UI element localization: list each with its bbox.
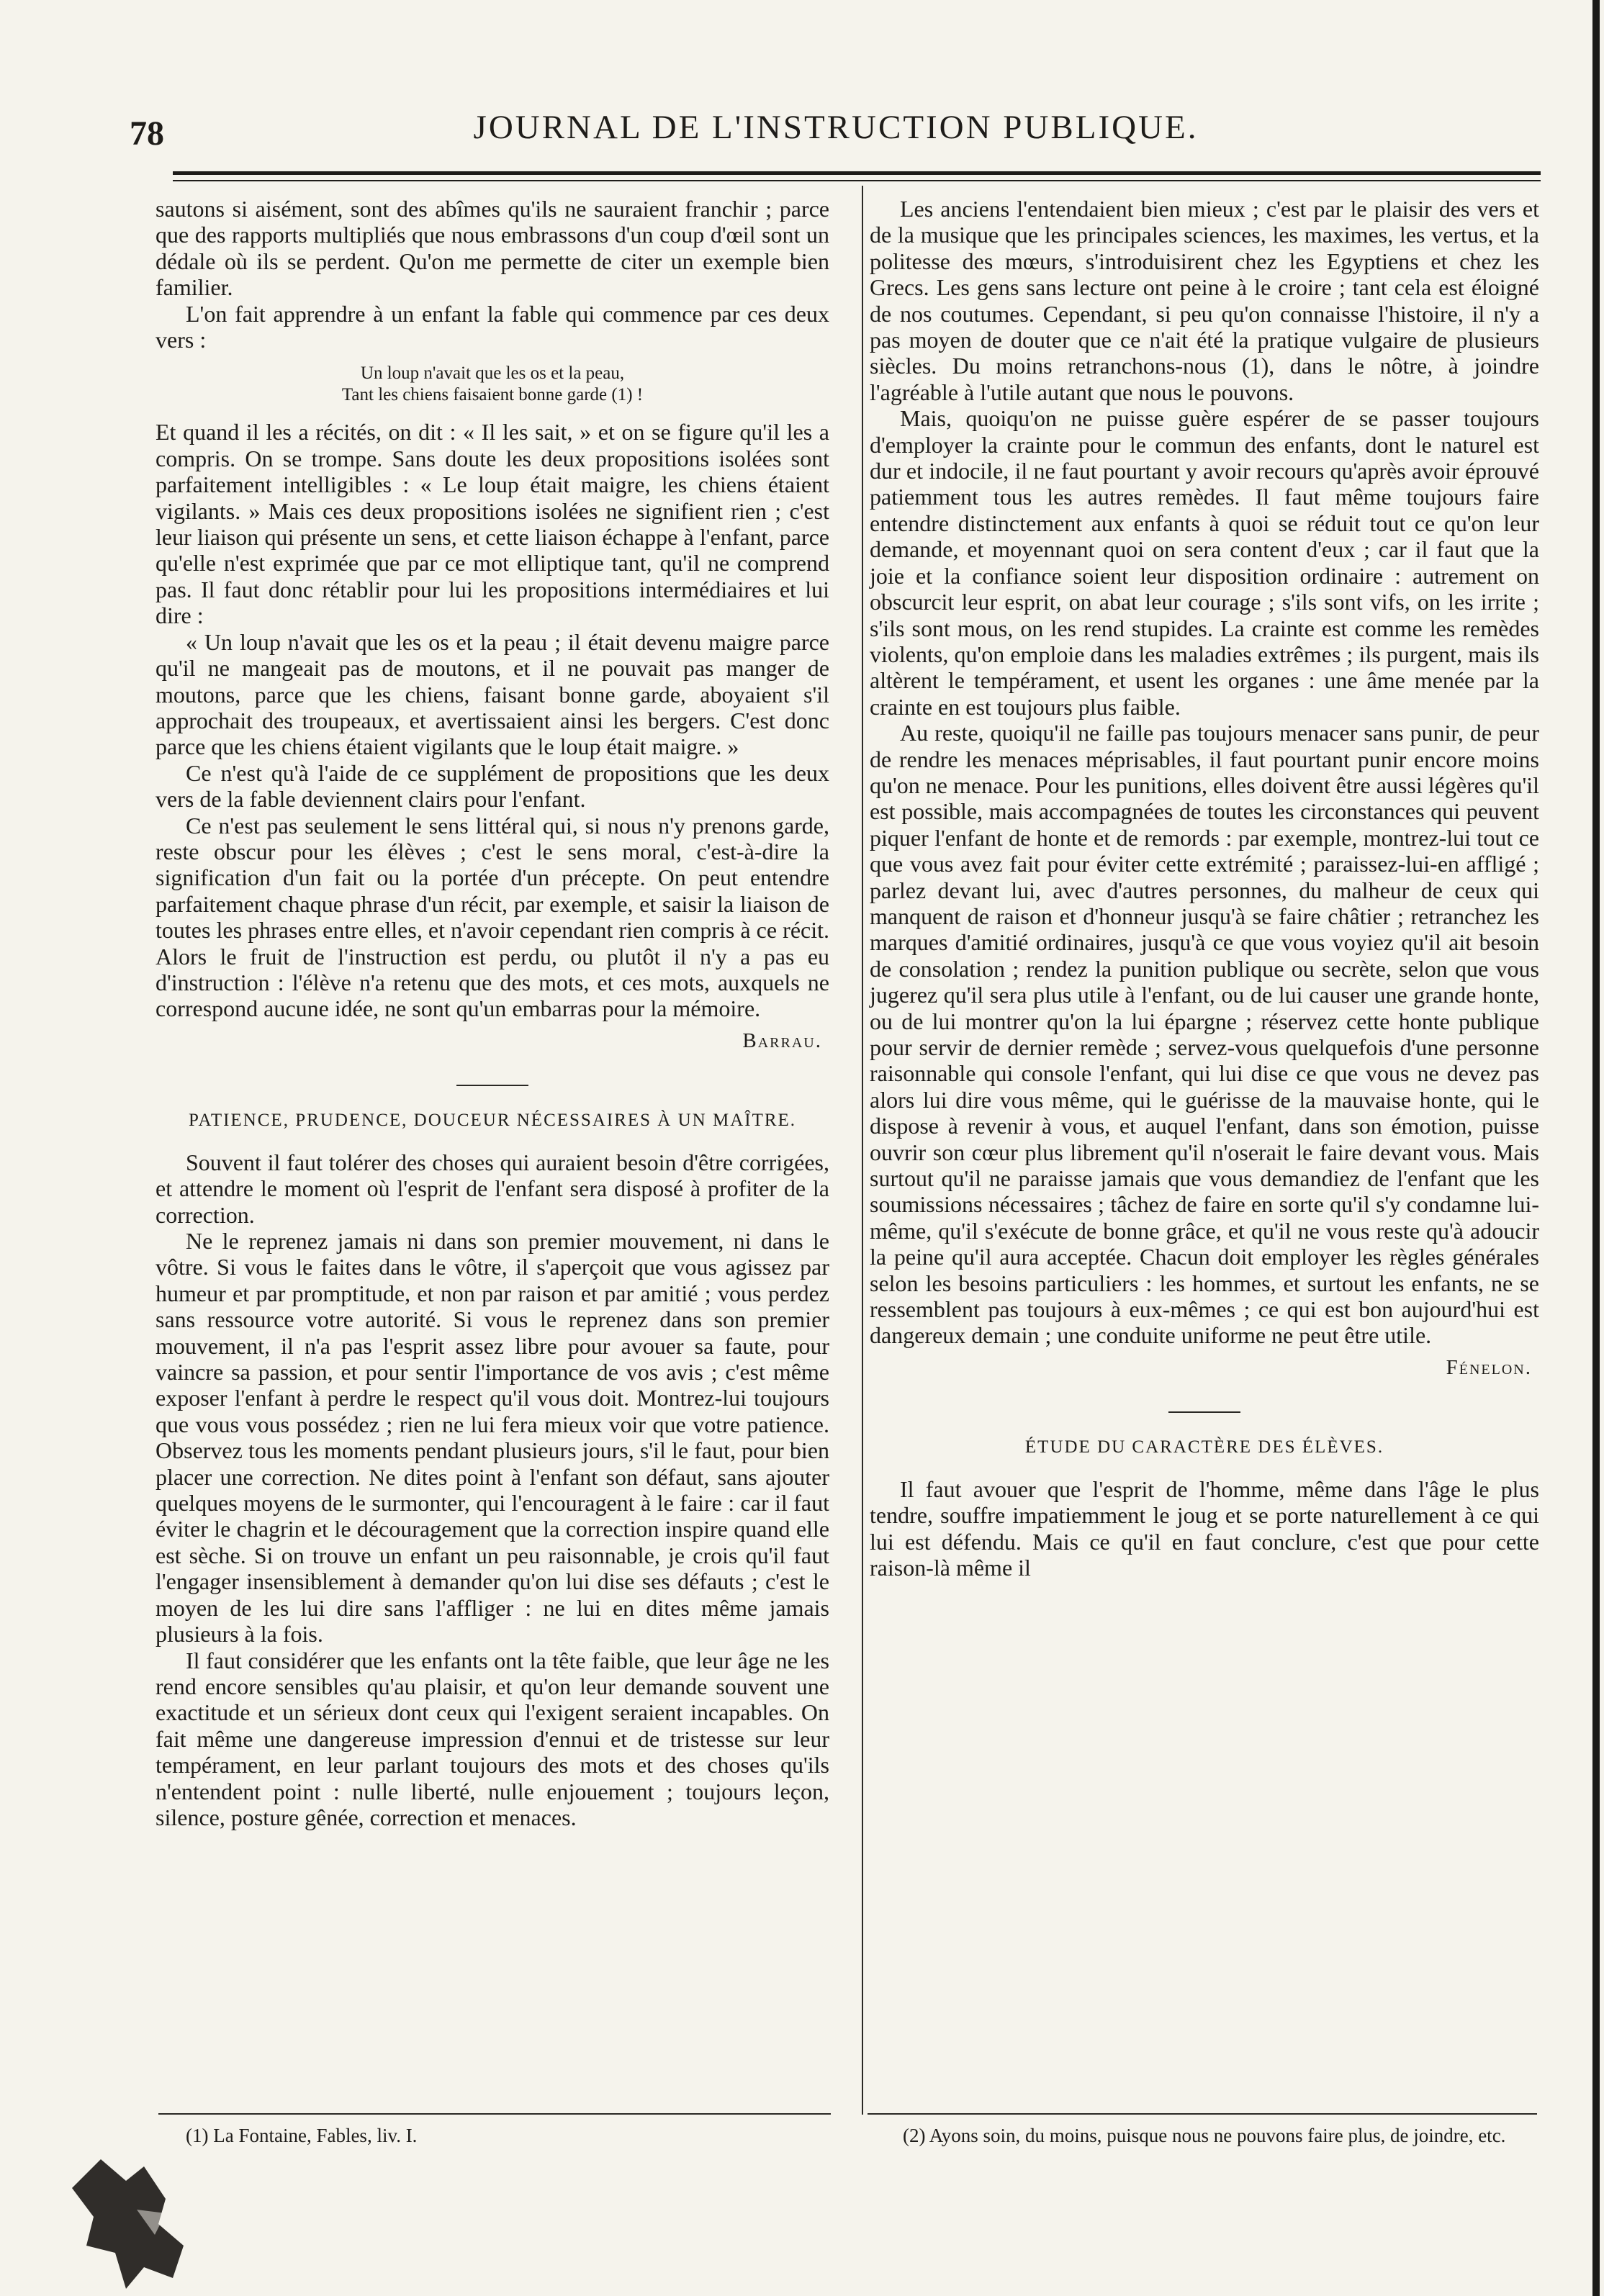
barrau-paragraph-1: sautons si aisément, sont des abîmes qu'ils ne sauraient franchir ; parce que des rapports multipliés que nous embrassons d'un coup d'œil sont un dédale où ils se perdent. Qu'on me permette de citer un exemple bien familier. (156, 196, 829, 301)
footnote-rule-right (868, 2113, 1537, 2115)
barrau-paragraph-3: Et quand il les a récités, on dit : « Il les sait, » et on se figure qu'il les a compris. On se trompe. Sans doute les deux propositions isolées sont parfaitement intelligibles : « Le loup était maigre, les chiens étaient vigilants. » Mais ces deux propositions isolées ne signifient rien ; c'est leur liaison qui présente un sens, et cette liaison échappe à l'enfant, parce qu'elle n'est exprimée que par ce mot elliptique tant, qu'il ne comprend pas. Il faut donc rétablir pour lui les propositions intermédiaires et lui dire : (156, 419, 829, 629)
left-column (156, 196, 829, 1830)
journal-title: JOURNAL DE L'INSTRUCTION PUBLIQUE. (473, 109, 1199, 146)
header-rule-thin (173, 180, 1541, 181)
etude-article-title: ÉTUDE DU CARACTÈRE DES ÉLÈVES. (1024, 1437, 1384, 1457)
fable-line-1: Un loup n'avait que les os et la peau, (360, 363, 625, 384)
fable-quote (156, 363, 829, 406)
footnote-left: (1) La Fontaine, Fables, liv. I. (186, 2125, 418, 2146)
barrau-paragraph-5: Ce n'est qu'à l'aide de ce supplément de propositions que les deux vers de la fable deviennent clairs pour l'enfant. (156, 759, 829, 813)
header-rule-thick (173, 171, 1541, 175)
fenelon-signature: Fénelon. (1446, 1355, 1532, 1379)
footnote-right: (2) Ayons soin, du moins, puisque nous ne pouvons faire plus, de joindre, etc. (903, 2125, 1506, 2146)
page-number: 78 (130, 114, 164, 153)
barrau-paragraph-4: « Un loup n'avait que les os et la peau ; il était devenu maigre parce qu'il ne mangeait pas de moutons, et il ne pouvait pas manger de moutons, parce que les chiens, faisant bonne garde, aboyaient s'il approchait des troupeaux, et avertissaient ainsi les bergers. C'est donc parce que les chiens étaient vigilants que le loup était maigre. » (156, 628, 829, 760)
ink-stain-mark (58, 2145, 223, 2296)
patience-paragraph-6: Au reste, quoiqu'il ne faille pas toujours menacer sans punir, de peur de rendre les menaces méprisables, il faut pourtant punir encore moins qu'on ne menace. Pour les punitions, elles doivent être aussi légères qu'il est possible, mais accompagnées de toutes les circonstances qui peuvent piquer l'enfant de honte et de remords : par exemple, montrez-lui tout ce que vous avez fait pour éviter cette extrémité ; paraissez-lui-en affligé ; parlez devant lui, avec d'autres personnes, du malheur de ceux qui manquent de raison et d'honneur jusqu'à se faire châtier ; retranchez les marques d'amitié ordinaires, jusqu'à ce que vous voyiez qu'il ait besoin de consolation ; rendez la punition publique ou secrète, selon que vous jugerez qu'il sera plus utile à l'enfant, ou de lui causer une grande honte, ou de lui montrer qu'on la lui épargne ; réservez cette honte publique pour servir de dernier remède ; servez-vous quelquefois d'une personne raisonnable qui console l'enfant, qui lui dise ce que vous ne devez pas alors lui dire vous même, qui le guérisse de la mauvaise honte, qui le dispose à revenir à vous, et auquel l'enfant, dans son émotion, puisse ouvrir son cœur plus librement qu'il n'oserait le faire devant vous. Mais surtout qu'il ne paraisse jamais que vous demandiez de l'enfant que les soumissions nécessaires ; tâchez de faire en sorte qu'il s'y condamne lui-même, qu'il s'exécute de bonne grâce, et qu'il ne vous reste qu'à adoucir la peine qu'il aura acceptée. Chacun doit employer les règles générales selon les besoins particuliers : les hommes, et surtout les enfants, ne se ressemblent pas toujours à eux-mêmes ; ce qui est bon aujourd'hui est dangereux demain ; une conduite uniforme ne peut être utile. (870, 720, 1539, 1349)
fable-line-2: Tant les chiens faisaient bonne garde (1) ! (341, 385, 644, 405)
right-column (870, 196, 1539, 1581)
article-separator (456, 1085, 528, 1086)
etude-paragraph-1: Il faut avouer que l'esprit de l'homme, même dans l'âge le plus tendre, souffre impatiemment le joug et se porte naturellement à ce qui lui est défendu. Mais ce qu'il en faut conclure, c'est que pour cette raison-là même il (870, 1475, 1539, 1581)
patience-paragraph-1: Souvent il faut tolérer des choses qui auraient besoin d'être corrigées, et attendre le moment où l'esprit de l'enfant sera disposé à profiter de la correction. (156, 1149, 829, 1228)
barrau-signature: Barrau. (742, 1029, 822, 1052)
column-divider (862, 186, 863, 2115)
article-separator (1168, 1411, 1240, 1413)
patience-paragraph-4: Les anciens l'entendaient bien mieux ; c'est par le plaisir des vers et de la musique que les principales sciences, les maximes, les vertus, et la politesse des mœurs, s'introduisirent chez les Egyptiens et chez les Grecs. Les gens sans lecture ont peine à le croire ; tant cela est éloigné de nos coutumes. Cependant, si peu qu'on connaisse l'histoire, il n'y a pas moyen de douter que ce n'ait été la pratique vulgaire de plusieurs siècles. Du moins retranchons-nous (1), dans le nôtre, à joindre l'agréable à l'utile autant que nous le pouvons. (870, 196, 1539, 405)
patience-paragraph-5: Mais, quoiqu'on ne puisse guère espérer de se passer toujours d'employer la crainte pour le commun des enfants, dont le naturel est dur et indocile, il ne faut pourtant y avoir recours qu'après avoir éprouvé patiemment tous les autres remèdes. Il faut même toujours faire entendre distinctement aux enfants à quoi se réduit tout ce qu'on leur demande, et moyennant quoi on sera content d'eux ; car il faut que la joie et la confiance soient leur disposition ordinaire : autrement on obscurcit leur esprit, on abat leur courage ; s'ils sont vifs, on les irrite ; s'ils sont mous, on les rend stupides. La crainte est comme les remèdes violents, qu'on emploie dans les maladies extrêmes ; ils purgent, mais ils altèrent le tempérament, et usent les organes : une âme menée par la crainte en est toujours plus faible. (870, 405, 1539, 720)
patience-paragraph-2: Ne le reprenez jamais ni dans son premier mouvement, ni dans le vôtre. Si vous le faites dans le vôtre, il s'aperçoit que vous agissez par humeur et par promptitude, et non par raison et par amitié ; vous perdez sans ressource votre autorité. Si vous le reprenez dans son premier mouvement, il n'a pas l'esprit assez libre pour avouer sa faute, pour vaincre sa passion, et pour sentir l'importance de vos avis ; c'est même exposer l'enfant à perdre le respect qu'il vous doit. Montrez-lui toujours que vous vous possédez ; rien ne lui fera mieux voir que votre patience. Observez tous les moments pendant plusieurs jours, s'il le faut, pour bien placer une correction. Ne dites point à l'enfant son défaut, sans ajouter quelques moyens de le surmonter, qui l'encouragent à le faire : car il faut éviter le chagrin et le découragement que la correction inspire quand elle est sèche. Si on trouve un enfant un peu raisonnable, je crois qu'il faut l'engager insensiblement à demander qu'on lui dise ses défauts ; c'est le moyen de les lui dire sans l'affliger : ne lui en dites même jamais plusieurs à la fois. (156, 1228, 829, 1648)
barrau-paragraph-6: Ce n'est pas seulement le sens littéral qui, si nous n'y prenons garde, reste obscur pour les élèves ; c'est le sens moral, c'est-à-dire la signification d'un fait ou la portée d'un précepte. On peut entendre parfaitement chaque phrase d'un récit, par exemple, et saisir la liaison de toutes les phrases entre elles, et n'avoir cependant rien compris à ce récit. Alors le fruit de l'instruction est perdu, ou plutôt il n'y a pas eu d'instruction : l'élève n'a retenu que des mots, et ces mots, auxquels ne correspond aucune idée, ne sont qu'un embarras pour la mémoire. (156, 812, 829, 1022)
page-edge-shadow (1592, 0, 1600, 2296)
patience-article-title: PATIENCE, PRUDENCE, DOUCEUR NÉCESSAIRES À UN MAÎTRE. (188, 1110, 797, 1130)
page-header (127, 101, 1545, 158)
patience-paragraph-3: Il faut considérer que les enfants ont la tête faible, que leur âge ne les rend encore sensibles qu'au plaisir, et qu'on leur demande souvent une exactitude et un sérieux dont ceux qui l'exigent seraient incapables. On fait même une dangereuse impression d'ennui et de tristesse sur leur tempérament, en leur parlant toujours des mots et des choses qu'ils n'entendent point : nulle liberté, nulle enjouement ; toujours leçon, silence, posture gênée, correction et menaces. (156, 1647, 829, 1830)
barrau-paragraph-2: L'on fait apprendre à un enfant la fable qui commence par ces deux vers : (156, 300, 829, 353)
footnote-rule-left (158, 2113, 831, 2115)
